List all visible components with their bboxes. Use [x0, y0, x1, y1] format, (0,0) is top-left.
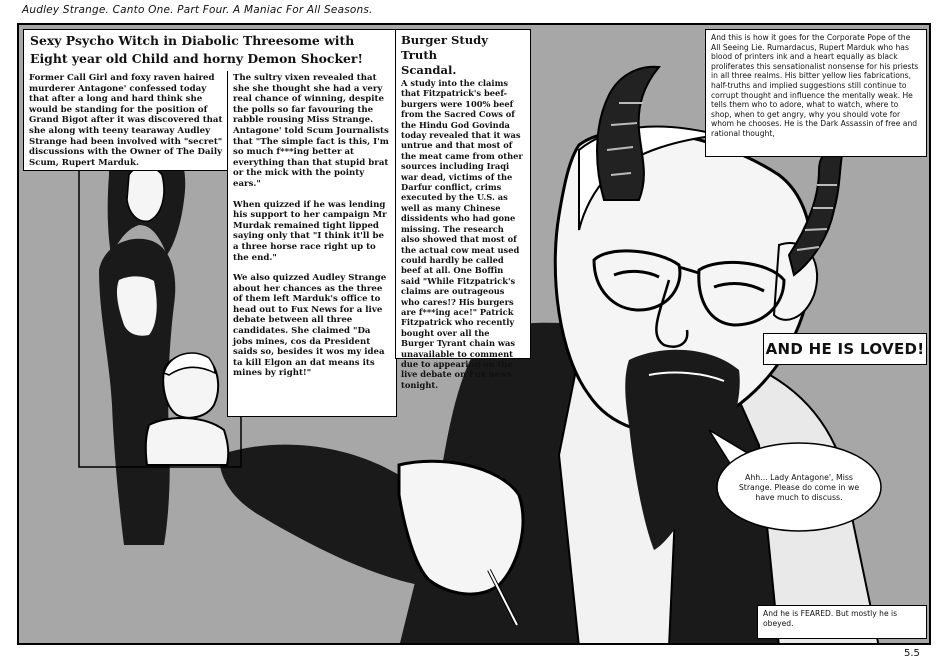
- speech-bubble-text: Ahh... Lady Antagone', Miss Strange. Please do come in we have much to discuss.: [738, 473, 860, 502]
- caption-bottom-right-text: And he is FEARED. But mostly he is obeyed.: [763, 609, 898, 628]
- caption-loved-text: AND HE IS LOVED!: [765, 340, 925, 358]
- article1-headline-box: [23, 29, 397, 75]
- article1-left-text: Former Call Girl and foxy raven haired murderer Antagone' confessed today that after a long and hard think she would be standing for the position of Grand Bigot after it was discovered that she along with teeny tearaway Audley Strange had been involved with "secret" discussions with the Owner of The Daily Scum, Rupert Marduk.: [29, 73, 223, 168]
- witch-face: [127, 167, 164, 222]
- child-body: [146, 418, 229, 465]
- page-header-title: Audley Strange. Canto One. Part Four. A Maniac For All Seasons.: [22, 4, 373, 16]
- comic-panel: [17, 23, 931, 645]
- caption-loved: [763, 333, 927, 365]
- article1-headline-line2: Eight year old Child and horny Demon Shocker!: [30, 51, 363, 66]
- page-number: 5.5: [904, 648, 920, 659]
- article1-right-p3: We also quizzed Audley Strange about her chances as the three of them left Marduk's office to head out to Fux News for a live debate between all three candidates. She claimed "Da jobs mines, cos da President saids so, besides it wos my idea ta kill Elgon an dat means its mines by right!": [233, 273, 387, 379]
- caption-top-right: [705, 29, 927, 157]
- caption-bottom-right: [757, 605, 927, 639]
- article2-body: A study into the claims that Fitzpatrick's beef-burgers were 100% beef from the Sacred Cows of the Hindu God Govinda today revealed that it was untrue and that most of the meat came from other sources including Iraqi war dead, victims of the Darfur conflict, crims executed by the U.S. as well as many Chinese dissidents who had gone missing. The research also showed that most of the actual cow meat used could hardly be called beef at all. One Boffin said "While Fitzpatrick's claims are outrageous who cares!? His burgers are f***ing ace!" Patrick Fitzpatrick who recently bought over all the Burger Tyrant chain was unavailable to comment due to appearing on the live debate on Fux news tonight.: [401, 78, 523, 390]
- article2-headline-line2: Scandal.: [401, 63, 457, 77]
- speech-bubble: [737, 453, 861, 523]
- article1-right-p1: The sultry vixen revealed that she she thought she had a very real chance of winning, despite the polls so far favouring the rabble rousing Miss Strange. Antagone' told Scum Journalists that "The simple fact is this, I'm so much f***ing better at everything than that stupid brat or the mick with the pointy ears.": [233, 73, 389, 189]
- article1-left-column: [23, 71, 233, 171]
- article1-right-column: [227, 71, 397, 417]
- article2-box: [395, 29, 531, 390]
- article2-headline-line1: Burger Study Truth: [401, 33, 488, 62]
- article1-right-p2: When quizzed if he was lending his support to her campaign Mr Murdak remained tight lipped saying only that "I think it'll be a three horse race right up to the end.": [233, 199, 387, 263]
- article1-headline-line1: Sexy Psycho Witch in Diabolic Threesome with: [30, 33, 355, 48]
- caption-top-right-text: And this is how it goes for the Corporate Pope of the All Seeing Lie. Rumardacus, Rupert Marduk who has blood of printers ink and a heart equally as black proliferates this sensationalist nonsense for his priests in all three realms. His bitter yellow lies fabrications, half-truths and implied suggestions still continue to corrupt thought and influence the mentally weak. He tells them who to adore, what to watch, where to shop, when to get angry, why you should vote for whom he chooses. He is the Dark Assassin of free and rational thought,: [711, 33, 919, 138]
